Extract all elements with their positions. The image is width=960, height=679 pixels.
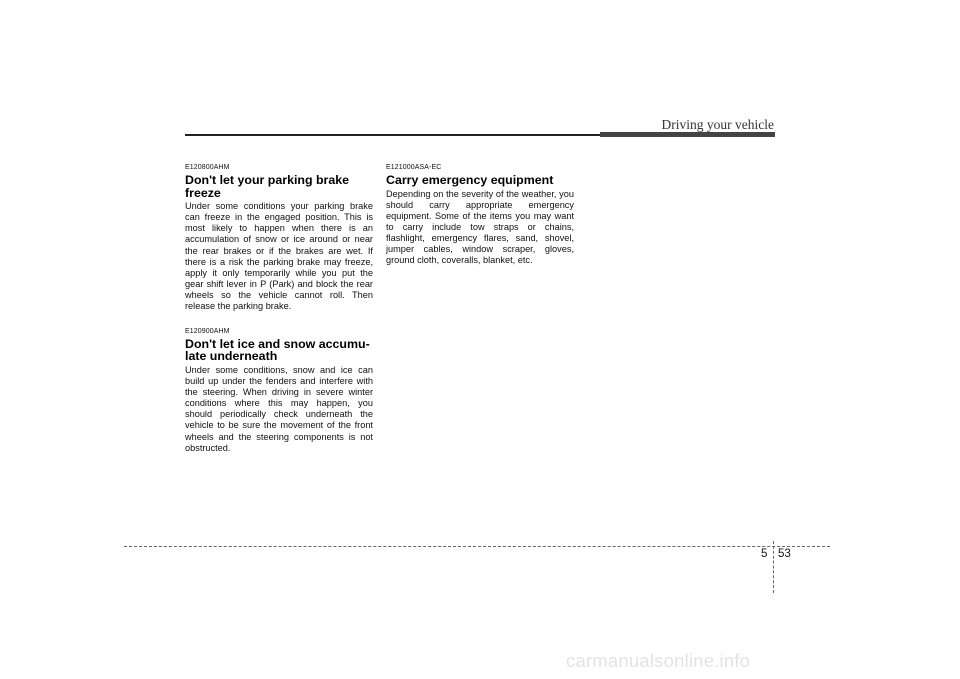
- header-rule-accent: [600, 132, 775, 137]
- page-number: 53: [778, 548, 791, 560]
- section-emergency-equipment: [386, 164, 574, 267]
- section-parking-brake-freeze: [185, 164, 373, 313]
- watermark: carmanualsonline.info: [566, 650, 751, 671]
- running-header-title: Driving your vehicle: [661, 117, 774, 132]
- right-column: [386, 164, 574, 267]
- section-code: E120900AHM: [185, 327, 230, 335]
- section-ice-snow-underneath: [185, 328, 373, 454]
- section-code: E121000ASA-EC: [386, 164, 442, 171]
- left-column: [185, 164, 373, 454]
- section-heading: Don't let ice and snow accumulate underneath: [185, 336, 370, 364]
- section-heading: Don't let your parking brake freeze: [185, 173, 350, 200]
- footer-dashed-divider: [773, 541, 774, 593]
- chapter-number: 5: [761, 548, 768, 560]
- section-body: Under some conditions your parking brake can freeze in the engaged position. This is most likely to happen when there is an accumulation of snow or ice around or near the rear brakes or if the brakes are wet. If there is a risk the parking brake may freeze, apply it only temporarily while you put the gear shift lever in P (Park) and block the rear wheels so the vehicle cannot roll. Then release the parking brake.: [185, 201, 373, 312]
- section-body: Depending on the severity of the weather, you should carry appropriate emergency equipment. Some of the items you may want to carry include tow straps or chains, flashlight, emergency flares, sand, shovel, jumper cables, window scraper, gloves, ground cloth, coveralls, blanket, etc.: [386, 188, 574, 266]
- section-body: Under some conditions, snow and ice can build up under the fenders and interfere with the steering. When driving in severe winter conditions where this may happen, you should periodically check underneath the vehicle to be sure the movement of the front wheels and the steering components is not obstructed.: [185, 364, 373, 453]
- footer-dashed-rule: [124, 546, 830, 547]
- section-heading: Carry emergency equipment: [386, 173, 554, 187]
- section-code: E120800AHM: [185, 164, 230, 171]
